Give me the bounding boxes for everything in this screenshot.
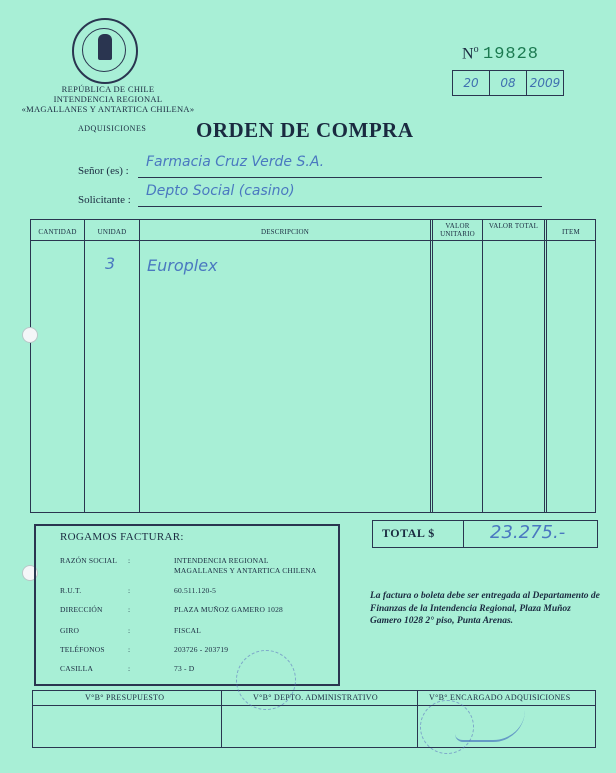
billing-title: ROGAMOS FACTURAR: — [60, 531, 184, 543]
column-divider — [139, 220, 140, 512]
billing-value: INTENDENCIA REGIONAL — [174, 556, 269, 565]
column-divider — [430, 220, 433, 512]
senor-line — [138, 177, 542, 178]
senor-value: Farmacia Cruz Verde S.A. — [146, 154, 325, 170]
column-divider — [84, 220, 85, 512]
header-descripcion: DESCRIPCION — [260, 228, 310, 236]
billing-sep: : — [128, 664, 131, 673]
billing-label: DIRECCIÓN — [60, 605, 103, 614]
date-day: 20 — [453, 71, 490, 95]
items-table — [30, 219, 596, 513]
date-year: 2009 — [529, 76, 561, 90]
billing-label: R.U.T. — [60, 586, 82, 595]
header-unidad: UNIDAD — [97, 228, 127, 236]
table-header-divider — [31, 240, 595, 241]
government-seal-icon — [72, 18, 138, 84]
total-label: TOTAL $ — [382, 526, 435, 540]
billing-label: GIRO — [60, 626, 80, 635]
header-valor-total: VALOR TOTAL — [488, 222, 539, 230]
billing-label: TELÉFONOS — [60, 645, 105, 654]
solicitante-value: Depto Social (casino) — [146, 183, 295, 199]
org-line: REPÚBLICA DE CHILE — [61, 84, 155, 94]
row-cantidad: 3 — [105, 254, 116, 273]
binder-hole — [22, 327, 38, 343]
signature-presupuesto: V°B° PRESUPUESTO — [85, 693, 165, 702]
billing-value: FISCAL — [174, 626, 202, 635]
official-stamp-icon — [236, 650, 296, 710]
billing-sep: : — [128, 556, 131, 565]
billing-sep: : — [128, 586, 131, 595]
department-label: ADQUISICIONES — [78, 124, 147, 133]
column-divider — [544, 220, 547, 512]
header-item: ITEM — [562, 228, 580, 236]
billing-value: 73 - D — [174, 664, 195, 673]
org-line: «MAGALLANES Y ANTARTICA CHILENA» — [21, 104, 195, 114]
solicitante-line — [138, 206, 542, 207]
org-line: INTENDENCIA REGIONAL — [53, 94, 163, 104]
header-valor-unitario: VALOR UNITARIO — [440, 222, 475, 238]
billing-label: CASILLA — [60, 664, 94, 673]
billing-value: 203726 - 203719 — [174, 645, 229, 654]
senor-label: Señor (es) : — [78, 165, 129, 177]
signature-administrativo: V°B° DEPTO. ADMINISTRATIVO — [253, 693, 378, 702]
billing-label: RAZÓN SOCIAL — [60, 556, 118, 565]
column-divider — [482, 220, 483, 512]
delivery-note: La factura o boleta debe ser entregada al Departamento de Finanzas de la Intendencia Regional, Plaza Muñoz Gamero 1028 2° piso, Punta Arenas. — [370, 591, 600, 626]
order-number: 19828 — [483, 45, 540, 64]
billing-value: PLAZA MUÑOZ GAMERO 1028 — [174, 605, 283, 614]
billing-value: 60.511.120-5 — [174, 586, 217, 595]
organization-block — [20, 84, 196, 114]
date-box — [452, 70, 564, 96]
billing-sep: : — [128, 626, 131, 635]
signature-adquisiciones: V°B° ENCARGADO ADQUISICIONES — [429, 693, 571, 702]
total-value: 23.275.- — [490, 522, 566, 543]
header-cantidad: CANTIDAD — [38, 228, 77, 236]
billing-value: MAGALLANES Y ANTARTICA CHILENA — [174, 566, 317, 575]
date-month: 08 — [490, 71, 527, 95]
solicitante-label: Solicitante : — [78, 194, 131, 206]
billing-sep: : — [128, 645, 131, 654]
row-descripcion: Europlex — [147, 256, 218, 275]
order-number-label: $N^o$ — [462, 44, 479, 63]
billing-sep: : — [128, 605, 131, 614]
page-title: ORDEN DE COMPRA — [196, 118, 414, 142]
